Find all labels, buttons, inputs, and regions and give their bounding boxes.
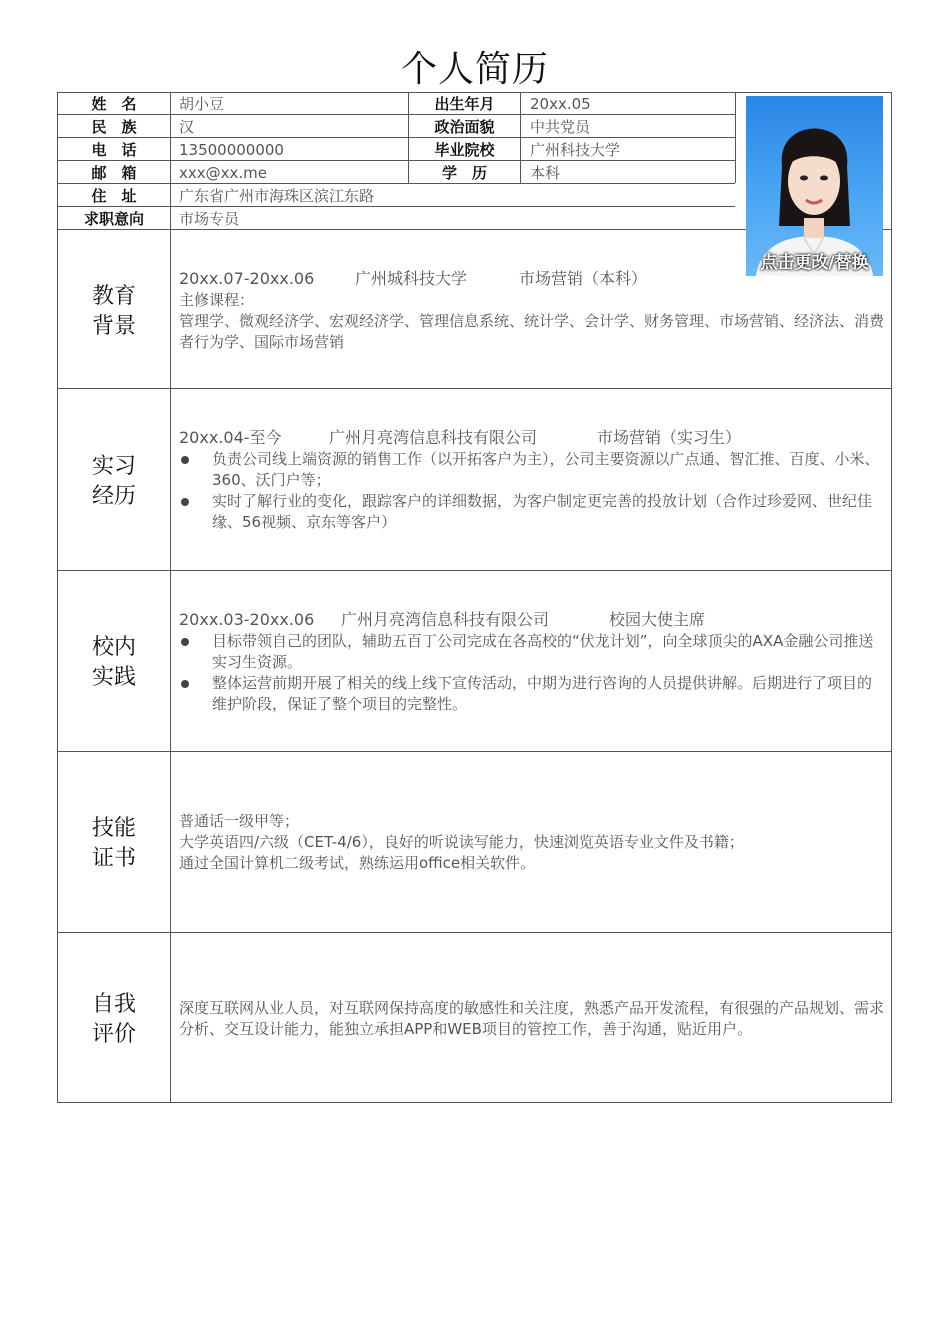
col-divider — [170, 92, 171, 1103]
political-label: 政治面貌 — [434, 118, 495, 136]
courses-title: 主修课程： — [179, 291, 255, 309]
section-divider — [57, 570, 892, 571]
phone-label: 电 话 — [91, 141, 137, 159]
skills-label: 技能 证书 — [91, 816, 136, 871]
email-label: 邮 箱 — [91, 164, 137, 182]
skill-line: 普通话一级甲等； — [179, 812, 300, 830]
internship-body — [179, 427, 885, 533]
ethnic-value: 汉 — [179, 118, 195, 136]
education-body — [179, 268, 885, 353]
name-label: 姓 名 — [91, 95, 137, 113]
degree-label: 学 历 — [441, 164, 487, 182]
education-label: 教育 背景 — [91, 284, 136, 339]
internship-role: 市场营销（实习生） — [597, 428, 742, 447]
name-value: 胡小豆 — [179, 95, 225, 113]
self-body — [179, 998, 885, 1040]
bullet-icon — [181, 456, 189, 464]
col-divider — [735, 92, 736, 183]
email-value: xxx@xx.me — [179, 164, 267, 182]
section-divider — [57, 751, 892, 752]
address-value: 广东省广州市海珠区滨江东路 — [179, 187, 375, 205]
education-period: 20xx.07-20xx.06 — [179, 269, 315, 288]
list-item: 整体运营前期开展了相关的线上线下宣传活动，中期为进行咨询的人员提供讲解。后期进行了项目的维护阶段，保证了整个项目的完整性。 — [179, 673, 885, 715]
intent-label: 求职意向 — [83, 210, 144, 228]
campus-org: 广州月亮湾信息科技有限公司 — [341, 610, 550, 629]
address-label: 住 址 — [91, 187, 137, 205]
skill-line: 大学英语四/六级（CET-4/6），良好的听说读写能力，快速浏览英语专业文件及书籍； — [179, 833, 744, 851]
school-label: 毕业院校 — [434, 141, 495, 159]
self-label: 自我 评价 — [91, 992, 136, 1047]
intent-value: 市场专员 — [179, 210, 240, 228]
skills-body — [179, 811, 885, 874]
degree-value: 本科 — [530, 164, 561, 182]
self-text: 深度互联网从业人员，对互联网保持高度的敏感性和关注度，熟悉产品开发流程，有很强的产品规划、需求分析、交互设计能力，能独立承担APP和WEB项目的管控工作，善于沟通，贴近用户。 — [179, 999, 885, 1038]
list-item: 负责公司线上端资源的销售工作（以开拓客户为主），公司主要资源以广点通、智汇推、百度、小米、360、沃门户等； — [179, 449, 885, 491]
bullet-icon — [181, 498, 189, 506]
portrait-icon — [746, 96, 883, 276]
birth-label: 出生年月 — [434, 95, 495, 113]
internship-period: 20xx.04-至今 — [179, 428, 282, 447]
courses-list: 管理学、微观经济学、宏观经济学、管理信息系统、统计学、会计学、财务管理、市场营销、经济法、消费者行为学、国际市场营销 — [179, 312, 885, 351]
profile-photo[interactable] — [746, 96, 883, 276]
bullet-icon — [181, 680, 189, 688]
school-value: 广州科技大学 — [530, 141, 621, 159]
political-value: 中共党员 — [530, 118, 591, 136]
internship-header — [179, 427, 885, 449]
list-item: 目标带领自己的团队，辅助五百丁公司完成在各高校的“伏龙计划”，向全球顶尖的AXA金融公司推送实习生资源。 — [179, 631, 885, 673]
campus-header — [179, 609, 885, 631]
education-org: 广州城科技大学 — [355, 269, 468, 288]
section-divider — [57, 932, 892, 933]
list-item: 实时了解行业的变化，跟踪客户的详细数据，为客户制定更完善的投放计划（合作过珍爱网、世纪佳缘、56视频、京东等客户） — [179, 491, 885, 533]
education-header — [179, 268, 885, 290]
education-role: 市场营销（本科） — [519, 269, 648, 288]
skill-line: 通过全国计算机二级考试，熟练运用office相关软件。 — [179, 854, 536, 872]
bullet-icon — [181, 638, 189, 646]
page-title: 个人简历 — [400, 49, 549, 90]
campus-body — [179, 609, 885, 715]
col-divider — [520, 92, 521, 183]
internship-label: 实习 经历 — [91, 454, 136, 509]
campus-role: 校园大使主席 — [609, 610, 706, 629]
campus-label: 校内 实践 — [91, 635, 136, 690]
phone-value: 13500000000 — [179, 141, 284, 159]
ethnic-label: 民 族 — [91, 118, 137, 136]
internship-org: 广州月亮湾信息科技有限公司 — [329, 428, 538, 447]
campus-period: 20xx.03-20xx.06 — [179, 610, 315, 629]
section-divider — [57, 388, 892, 389]
photo-caption[interactable]: 点击更改/替换 — [760, 253, 869, 273]
birth-value: 20xx.05 — [530, 95, 591, 113]
